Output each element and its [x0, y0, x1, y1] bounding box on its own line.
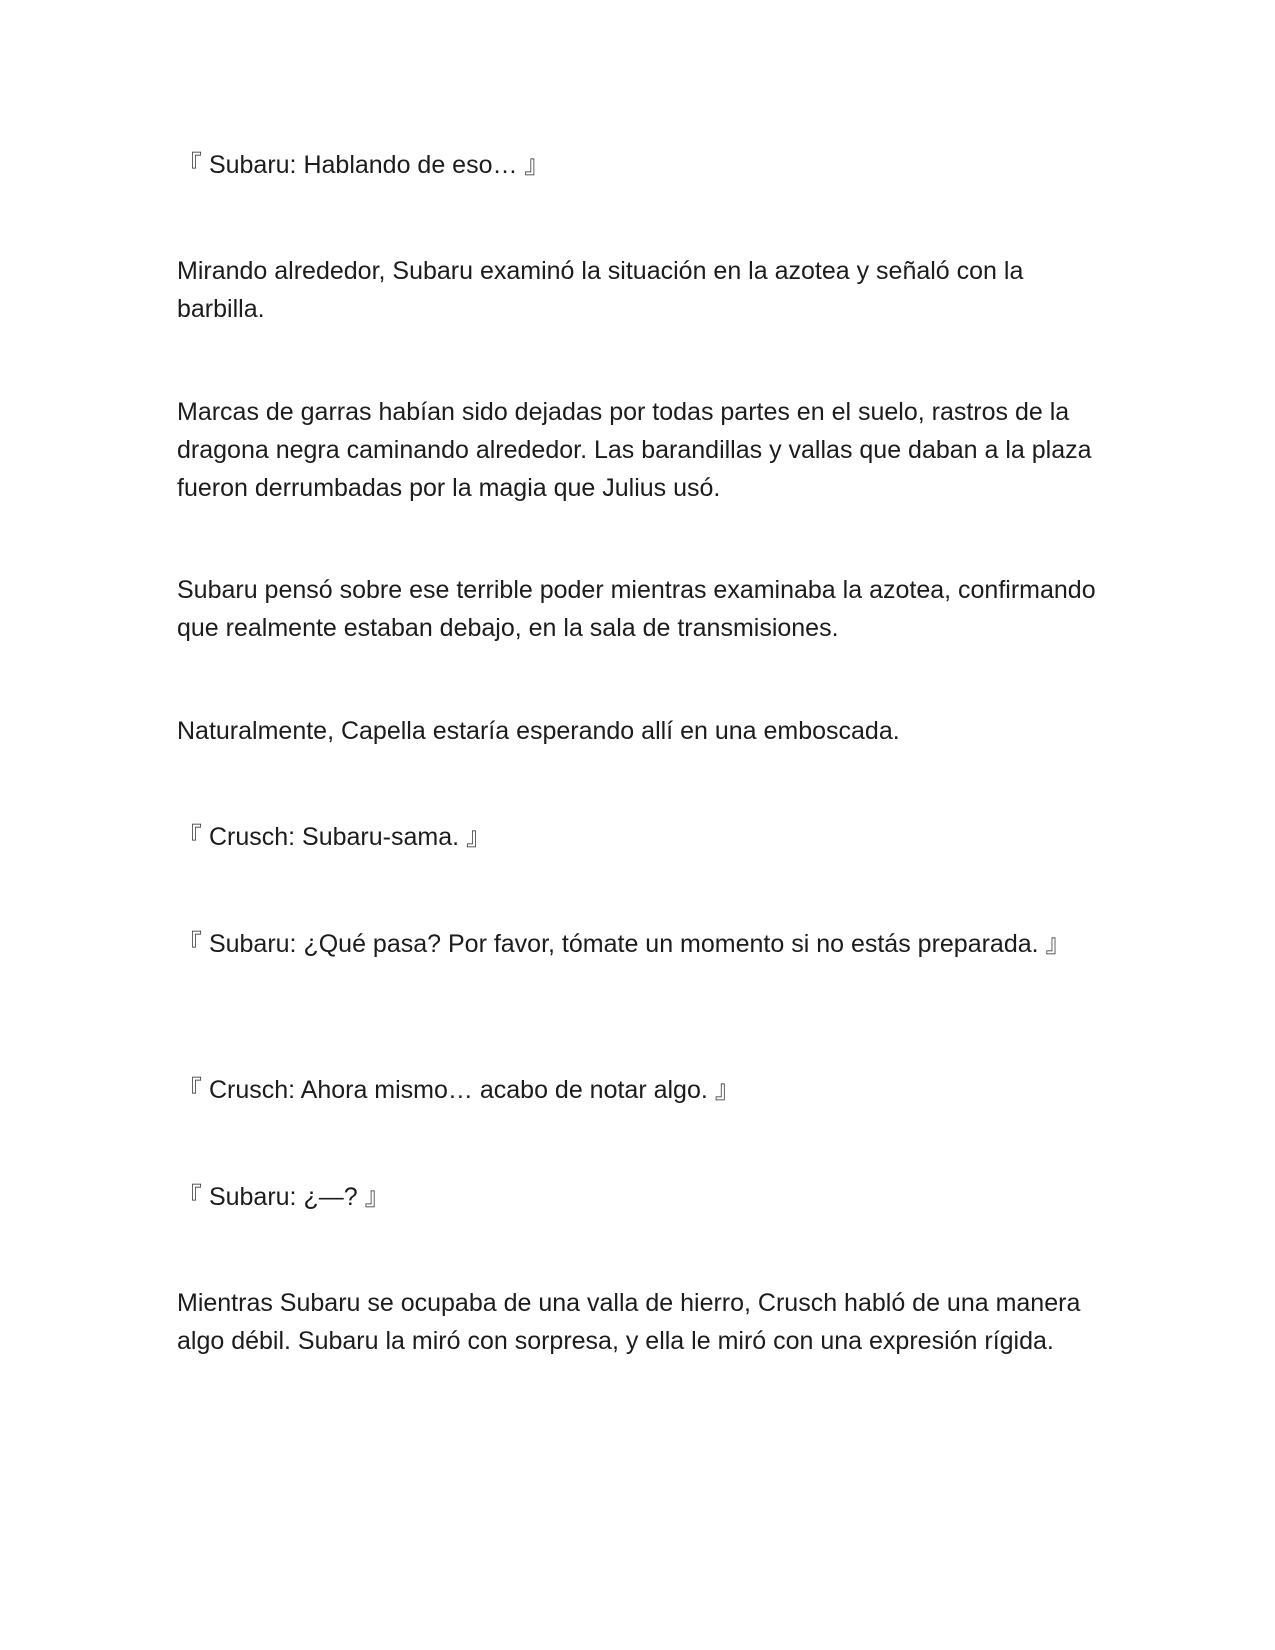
dialogue-crusch-subaru-sama: 『 Crusch: Subaru-sama. 』 — [177, 823, 491, 851]
dialogue-crusch-ahora-mismo: 『 Crusch: Ahora mismo… acabo de notar algo. 』 — [177, 1076, 740, 1104]
narration-paragraph-2: Marcas de garras habían sido dejadas por todas partes en el suelo, rastros de la dragona negra caminando alrededor. Las barandillas y vallas que daban a la plaza fueron derrumbadas por la magia que Julius usó. — [177, 398, 1092, 502]
dialogue-subaru-hablando: 『 Subaru: Hablando de eso… 』 — [177, 151, 550, 179]
dialogue-subaru-que-pasa: 『 Subaru: ¿Qué pasa? Por favor, tómate un momento si no estás preparada. 』 — [177, 930, 1071, 958]
narration-paragraph-1: Mirando alrededor, Subaru examinó la situación en la azotea y señaló con la barbilla. — [177, 257, 1024, 323]
dialogue-subaru-question: 『 Subaru: ¿—? 』 — [177, 1183, 390, 1211]
narration-paragraph-3: Subaru pensó sobre ese terrible poder mientras examinaba la azotea, confirmando que realmente estaban debajo, en la sala de transmisiones. — [177, 576, 1096, 642]
narration-paragraph-5: Mientras Subaru se ocupaba de una valla de hierro, Crusch habló de una manera algo débil. Subaru la miró con sorpresa, y ella le miró con una expresión rígida. — [177, 1289, 1081, 1355]
narration-paragraph-4: Naturalmente, Capella estaría esperando allí en una emboscada. — [177, 717, 900, 745]
